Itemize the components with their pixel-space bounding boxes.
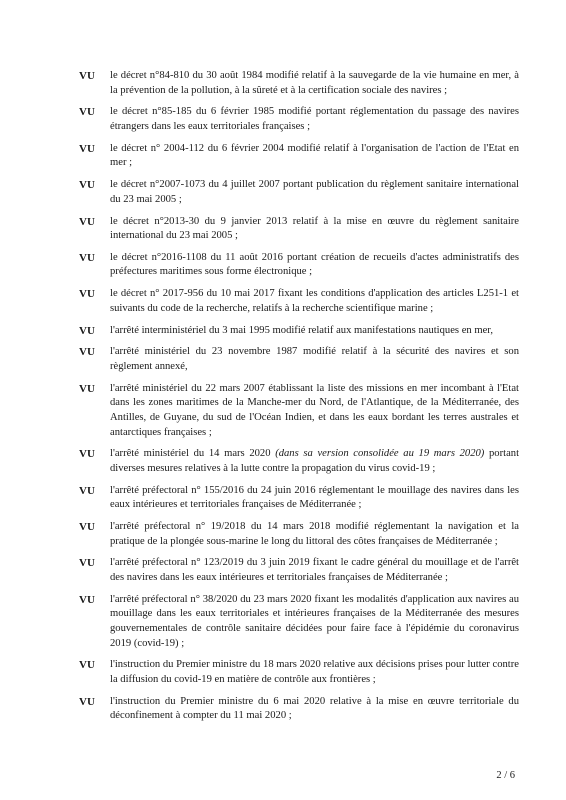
- visa-text: [110, 382, 519, 440]
- vu-label: VU: [79, 484, 95, 497]
- vu-label: VU: [79, 179, 95, 192]
- visa-entry: [79, 251, 519, 280]
- visa-text: [110, 178, 519, 207]
- visa-text: [110, 695, 519, 724]
- visa-entry: [79, 178, 519, 207]
- vu-label: VU: [79, 251, 95, 264]
- visa-text-main: l'arrêté ministériel du 23 novembre 1987 modifié relatif à la sécurité des navires et son règlement annexé,: [110, 346, 519, 372]
- visa-text: [110, 556, 519, 585]
- visa-text-tail: portant diverses mesures relatives à la lutte contre la propagation du virus covid-19 ;: [110, 448, 520, 474]
- visa-text-main: le décret n°85-185 du 6 février 1985 modifié portant réglementation du passage des navires étrangers dans les eaux territoriales françaises ;: [110, 106, 519, 132]
- vu-label: VU: [79, 346, 95, 359]
- visa-entry: [79, 593, 519, 651]
- visa-entry: [79, 287, 519, 316]
- visa-text-main: le décret n°84-810 du 30 août 1984 modifié relatif à la sauvegarde de la vie humaine en mer, à la prévention de la pollution, à la sûreté et à la certification sociale des navires ;: [110, 70, 519, 96]
- visa-entry: [79, 484, 519, 513]
- visa-entry: [79, 520, 519, 549]
- visa-text-main: le décret n° 2017-956 du 10 mai 2017 fixant les conditions d'application des articles L251-1 et suivants du code de la recherche, relatifs à la recherche scientifique marine ;: [110, 288, 519, 314]
- visa-text-main: l'arrêté interministériel du 3 mai 1995 modifié relatif aux manifestations nautiques en mer,: [110, 324, 494, 336]
- visa-text: [110, 69, 519, 98]
- visa-entry: [79, 215, 519, 244]
- vu-label: VU: [79, 448, 95, 461]
- visa-text-main: le décret n°2016-1108 du 11 août 2016 portant création de recueils d'actes administratifs des préfectures maritimes sous forme électronique ;: [110, 251, 519, 278]
- vu-label: VU: [79, 106, 95, 119]
- vu-label: VU: [79, 521, 95, 534]
- visa-text: [110, 447, 519, 476]
- visa-text-main: l'arrêté préfectoral n° 155/2016 du 24 juin 2016 réglementant le mouillage des navires dans les eaux intérieures et territoriales françaises de Méditerranée ;: [110, 484, 519, 511]
- vu-label: VU: [79, 382, 95, 395]
- visa-text: [110, 215, 519, 244]
- visa-text-main: le décret n°2007-1073 du 4 juillet 2007 portant publication du règlement sanitaire international du 23 mai 2005 ;: [110, 179, 519, 205]
- visa-text: [110, 345, 519, 374]
- visa-text-main: l'arrêté ministériel du 14 mars 2020: [110, 448, 276, 460]
- visa-entry: [79, 382, 519, 440]
- visa-text-main: le décret n° 2004-112 du 6 février 2004 modifié relatif à l'organisation de l'action de l'Etat en mer ;: [110, 142, 519, 169]
- visa-list: [79, 69, 519, 731]
- visa-text-main: l'arrêté préfectoral n° 38/2020 du 23 mars 2020 fixant les modalités d'application aux navires au mouillage dans les eaux territoriales et intérieures françaises de la Méditerranée des mesures gouvernementales de contrôle sanitaire décidées pour faire face à l'épidémie du coronavirus 2019 (covid-19) ;: [110, 593, 519, 649]
- visa-text: [110, 251, 519, 280]
- visa-text: [110, 520, 519, 549]
- visa-entry: [79, 695, 519, 724]
- visa-text: [110, 593, 519, 651]
- visa-text: [110, 287, 519, 316]
- visa-text-main: l'instruction du Premier ministre du 18 mars 2020 relative aux décisions prises pour lutter contre la diffusion du covid-19 en matière de contrôle aux frontières ;: [110, 659, 519, 685]
- visa-entry: [79, 658, 519, 687]
- visa-entry: [79, 105, 519, 134]
- visa-text: [110, 105, 519, 134]
- visa-text: [110, 484, 519, 513]
- visa-entry: [79, 324, 519, 339]
- visa-text-main: l'arrêté préfectoral n° 19/2018 du 14 mars 2018 modifié réglementant la navigation et la pratique de la plongée sous-marine le long du littoral des côtes françaises de Méditerranée ;: [110, 521, 519, 547]
- vu-label: VU: [79, 593, 95, 606]
- visa-text: [110, 142, 519, 171]
- visa-text: [110, 658, 519, 687]
- vu-label: VU: [79, 288, 95, 301]
- visa-text-main: l'arrêté ministériel du 22 mars 2007 établissant la liste des missions en mer incombant à l'Etat dans les zones maritimes de la Manche-mer du Nord, de l'Atlantique, de la Méditerranée, des Antilles, de Guyane, du sud de l'Océan Indien, et dans les eaux bordant les terres australes et antarctiques françaises ;: [110, 382, 519, 438]
- visa-entry: [79, 447, 519, 476]
- visa-text-main: le décret n°2013-30 du 9 janvier 2013 relatif à la mise en œuvre du règlement sanitaire international du 23 mai 2005 ;: [110, 215, 519, 242]
- vu-label: VU: [79, 324, 95, 337]
- vu-label: VU: [79, 557, 95, 570]
- visa-entry: [79, 142, 519, 171]
- visa-entry: [79, 556, 519, 585]
- vu-label: VU: [79, 142, 95, 155]
- visa-text-main: l'arrêté préfectoral n° 123/2019 du 3 juin 2019 fixant le cadre général du mouillage et de l'arrêt des navires dans les eaux intérieures et territoriales françaises de Méditerranée ;: [110, 557, 519, 584]
- page-number: 2 / 6: [496, 770, 515, 781]
- visa-entry: [79, 345, 519, 374]
- vu-label: VU: [79, 70, 95, 82]
- visa-text: [110, 324, 519, 339]
- visa-entry: [79, 69, 519, 98]
- visa-text-italic: (dans sa version consolidée au 19 mars 2020): [275, 448, 485, 460]
- visa-text-main: l'instruction du Premier ministre du 6 mai 2020 relative à la mise en œuvre territoriale du déconfinement à compter du 11 mai 2020 ;: [110, 695, 519, 722]
- vu-label: VU: [79, 695, 95, 708]
- vu-label: VU: [79, 215, 95, 228]
- vu-label: VU: [79, 659, 95, 672]
